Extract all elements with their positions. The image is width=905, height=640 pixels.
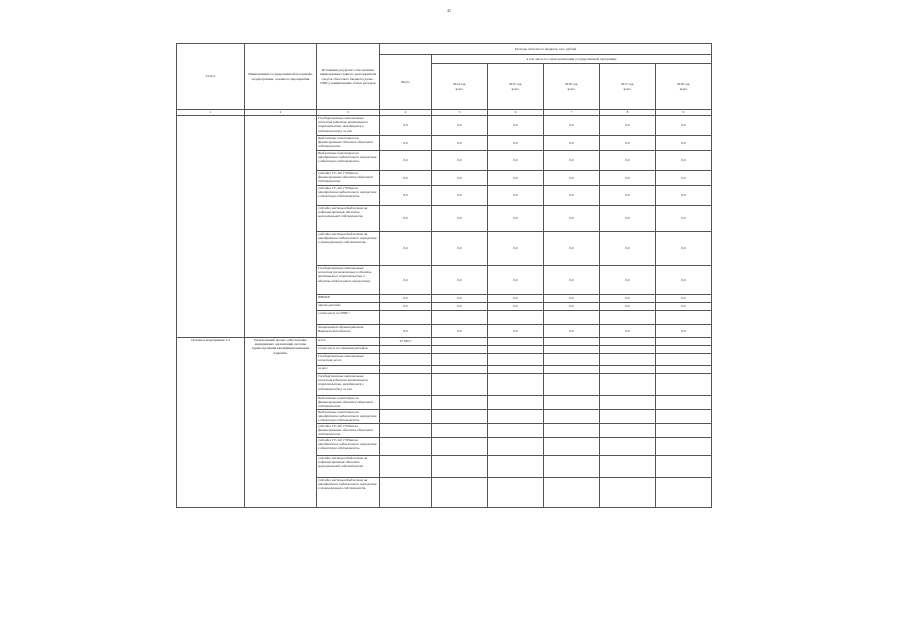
header-expenses: Расходы областного бюджета, тыс. рублей	[380, 44, 712, 55]
value-cell: 0,0	[488, 116, 544, 136]
value-cell: 0,0	[432, 303, 488, 311]
value-cell: 0,0	[656, 232, 712, 266]
header-name: Наименование государственной программы, подпрограммы, основного мероприятия	[245, 44, 317, 110]
source-label: субсидии местным бюджетам на приобретение недвижимого имущества в муниципальную собственность	[317, 478, 380, 508]
empty-value-cell	[432, 366, 488, 374]
total-cell	[380, 396, 432, 410]
value-cell: 0,0	[544, 136, 600, 151]
empty-value-cell	[488, 438, 544, 456]
empty-value-cell	[656, 410, 712, 424]
value-cell: 0,0	[432, 266, 488, 295]
empty-value-cell	[544, 410, 600, 424]
value-cell: 0,0	[656, 171, 712, 186]
table-row	[177, 338, 712, 346]
source-label: всего	[317, 338, 380, 346]
value-cell	[656, 311, 712, 325]
value-cell: 0,0	[600, 171, 656, 186]
value-cell: 0,0	[432, 171, 488, 186]
column-index: 1	[177, 110, 245, 116]
source-label: субсидии ГУ, АУ, ГУПам на финансирование объектов областной собственности	[317, 171, 380, 186]
value-cell	[488, 311, 544, 325]
value-cell: 0,0	[544, 266, 600, 295]
value-cell: 0,0	[488, 206, 544, 232]
total-cell	[380, 478, 432, 508]
empty-value-cell	[656, 424, 712, 438]
source-label: Государственные капитальные вложения (не включенные в объекты капитального строительства и объекты недвижимого имущества)	[317, 266, 380, 295]
value-cell: 0,0	[656, 136, 712, 151]
source-label: прочие расходы	[317, 303, 380, 311]
value-cell: 0,0	[656, 186, 712, 206]
empty-value-cell	[544, 456, 600, 478]
header-year-0	[432, 64, 488, 110]
year-label: 2016 год,	[564, 82, 579, 87]
source-label: субсидии ГУ, АУ, ГУПам на приобретение недвижимого имущества в областную собственность	[317, 186, 380, 206]
value-cell	[544, 311, 600, 325]
empty-value-cell	[544, 424, 600, 438]
header-status: Статус	[177, 44, 245, 110]
budget-table-sheet	[176, 43, 711, 600]
empty-value-cell	[432, 478, 488, 508]
header-year-1	[488, 64, 544, 110]
empty-value-cell	[656, 438, 712, 456]
empty-value-cell	[488, 366, 544, 374]
empty-value-cell	[600, 410, 656, 424]
year-kind: всего	[455, 86, 464, 91]
source-label: Бюджетные инвестиции на приобретение недвижимого имущества в областную собственность	[317, 410, 380, 424]
source-label: Государственные капитальные вложения, всего	[317, 354, 380, 366]
source-label: Бюджетные инвестиции на приобретение недвижимого имущества в областную собственность	[317, 151, 380, 171]
value-cell: 0,0	[656, 206, 712, 232]
source-label: Бюджетные инвестиции на финансирование объектов областной собственности	[317, 396, 380, 410]
empty-value-cell	[600, 354, 656, 366]
value-cell: 0,0	[488, 151, 544, 171]
header-year-2	[544, 64, 600, 110]
total-cell: 25 590,7	[380, 338, 432, 346]
value-cell: 0,0	[600, 206, 656, 232]
empty-value-cell	[656, 478, 712, 508]
total-cell	[380, 438, 432, 456]
total-cell	[380, 346, 432, 354]
empty-value-cell	[488, 374, 544, 396]
value-cell: 0,0	[380, 325, 432, 338]
empty-value-cell	[656, 366, 712, 374]
budget-table	[176, 43, 712, 508]
value-cell: 0,0	[380, 206, 432, 232]
column-index: 7	[544, 110, 600, 116]
empty-value-cell	[488, 456, 544, 478]
empty-value-cell	[488, 478, 544, 508]
value-cell: 0,0	[488, 171, 544, 186]
source-label: в том числе по статьям расходов:	[317, 346, 380, 354]
empty-value-cell	[432, 410, 488, 424]
value-cell: 0,0	[380, 303, 432, 311]
value-cell: 0,0	[544, 232, 600, 266]
value-cell: 0,0	[544, 295, 600, 303]
value-cell: 0,0	[432, 136, 488, 151]
year-label: 2014 год,	[452, 82, 467, 87]
empty-value-cell	[432, 438, 488, 456]
source-label: в том числе по ГРБС:	[317, 311, 380, 325]
value-cell: 0,0	[544, 325, 600, 338]
empty-value-cell	[488, 338, 544, 346]
value-cell: 0,0	[432, 206, 488, 232]
column-index: 8	[600, 110, 656, 116]
value-cell: 0,0	[488, 295, 544, 303]
year-label: 2015 год,	[508, 82, 523, 87]
value-cell: 0,0	[380, 136, 432, 151]
value-cell	[600, 311, 656, 325]
year-kind: всего	[623, 86, 632, 91]
header-year-4	[656, 64, 712, 110]
column-index: 4	[380, 110, 432, 116]
event-status: Основное мероприятие 3.3	[177, 338, 245, 508]
source-label: Государственные капитальные вложения (объекты капитального строительства, находящиеся в собственности), из них	[317, 116, 380, 136]
source-label: из них:	[317, 366, 380, 374]
page-number: 41	[447, 8, 451, 13]
source-label: субсидии местным бюджетам на приобретение недвижимого имущества в муниципальную собственность	[317, 232, 380, 266]
value-cell: 0,0	[600, 116, 656, 136]
value-cell: 0,0	[488, 325, 544, 338]
empty-value-cell	[432, 396, 488, 410]
value-cell	[380, 311, 432, 325]
value-cell: 0,0	[656, 295, 712, 303]
empty-value-cell	[544, 366, 600, 374]
empty-value-cell	[432, 424, 488, 438]
empty-value-cell	[600, 456, 656, 478]
value-cell: 0,0	[380, 266, 432, 295]
header-year-3	[600, 64, 656, 110]
value-cell: 0,0	[432, 325, 488, 338]
value-cell: 0,0	[380, 151, 432, 171]
value-cell: 0,0	[380, 171, 432, 186]
empty-value-cell	[544, 346, 600, 354]
value-cell: 0,0	[432, 151, 488, 171]
event-name: Региональный проект «Обеспечение медицинских организаций системы здравоохранения квалифицированными кадрами»	[245, 338, 317, 508]
empty-value-cell	[544, 478, 600, 508]
total-cell	[380, 424, 432, 438]
empty-value-cell	[544, 354, 600, 366]
total-cell	[380, 456, 432, 478]
empty-value-cell	[488, 424, 544, 438]
empty-value-cell	[432, 354, 488, 366]
source-label: субсидии местным бюджетам на софинансирование объектов муниципальной собственности	[317, 206, 380, 232]
value-cell: 0,0	[432, 186, 488, 206]
value-cell: 0,0	[380, 232, 432, 266]
total-cell	[380, 354, 432, 366]
empty-value-cell	[600, 424, 656, 438]
value-cell: 0,0	[656, 266, 712, 295]
section-a-body	[177, 116, 712, 338]
value-cell: 0,0	[432, 295, 488, 303]
empty-value-cell	[656, 374, 712, 396]
value-cell: 0,0	[600, 151, 656, 171]
year-kind: всего	[511, 86, 520, 91]
empty-value-cell	[488, 346, 544, 354]
empty-value-cell	[488, 354, 544, 366]
year-label: 2017 год,	[620, 82, 635, 87]
empty-value-cell	[600, 438, 656, 456]
source-label: Бюджетные инвестиции на финансирование объектов областной собственности	[317, 136, 380, 151]
empty-merged-cell	[245, 116, 317, 338]
value-cell: 0,0	[380, 186, 432, 206]
value-cell: 0,0	[600, 295, 656, 303]
year-label: 2018 год,	[676, 82, 691, 87]
empty-value-cell	[600, 396, 656, 410]
value-cell: 0,0	[488, 186, 544, 206]
value-cell: 0,0	[488, 266, 544, 295]
value-cell: 0,0	[600, 232, 656, 266]
column-index: 3	[317, 110, 380, 116]
value-cell: 0,0	[380, 295, 432, 303]
empty-value-cell	[432, 346, 488, 354]
empty-value-cell	[600, 478, 656, 508]
event-3-3-body	[177, 338, 712, 508]
empty-value-cell	[656, 346, 712, 354]
empty-value-cell	[600, 346, 656, 354]
total-cell	[380, 374, 432, 396]
value-cell	[432, 311, 488, 325]
empty-value-cell	[600, 374, 656, 396]
empty-value-cell	[656, 338, 712, 346]
total-cell	[380, 366, 432, 374]
empty-value-cell	[600, 338, 656, 346]
year-kind: всего	[567, 86, 576, 91]
empty-value-cell	[432, 338, 488, 346]
source-label: НИОКР	[317, 295, 380, 303]
empty-value-cell	[544, 338, 600, 346]
value-cell: 0,0	[544, 171, 600, 186]
value-cell: 0,0	[656, 325, 712, 338]
value-cell: 0,0	[488, 136, 544, 151]
value-cell: 0,0	[600, 303, 656, 311]
total-cell	[380, 410, 432, 424]
empty-value-cell	[432, 374, 488, 396]
value-cell: 0,0	[432, 116, 488, 136]
empty-value-cell	[600, 366, 656, 374]
source-label: субсидии ГУ, АУ, ГУПам на финансирование объектов областной собственности	[317, 424, 380, 438]
value-cell: 0,0	[544, 186, 600, 206]
empty-value-cell	[488, 410, 544, 424]
source-label: департамент здравоохранения Воронежской области	[317, 325, 380, 338]
value-cell: 0,0	[600, 325, 656, 338]
header-total: Всего	[380, 55, 432, 110]
value-cell: 0,0	[544, 116, 600, 136]
empty-value-cell	[488, 396, 544, 410]
value-cell: 0,0	[488, 232, 544, 266]
empty-value-cell	[544, 438, 600, 456]
value-cell: 0,0	[600, 186, 656, 206]
column-index: 9	[656, 110, 712, 116]
column-index: 2	[245, 110, 317, 116]
value-cell: 0,0	[656, 116, 712, 136]
value-cell: 0,0	[656, 303, 712, 311]
empty-value-cell	[656, 396, 712, 410]
value-cell: 0,0	[488, 303, 544, 311]
empty-value-cell	[432, 456, 488, 478]
value-cell: 0,0	[432, 232, 488, 266]
value-cell: 0,0	[656, 151, 712, 171]
header-by-years: в том числе по годам реализации государственной программы	[432, 55, 712, 64]
column-index: 6	[488, 110, 544, 116]
value-cell: 0,0	[544, 206, 600, 232]
value-cell: 0,0	[600, 136, 656, 151]
source-label: Государственные капитальные вложения (объекты капитального строительства, находящиеся в собственности), из них	[317, 374, 380, 396]
value-cell: 0,0	[544, 151, 600, 171]
empty-value-cell	[544, 374, 600, 396]
column-index: 5	[432, 110, 488, 116]
empty-value-cell	[656, 354, 712, 366]
value-cell: 0,0	[600, 266, 656, 295]
header-source: Источники ресурсного обеспечения, наименование главного распорядителя средств областного бюджета (далее - ГРБС), наименование статьи расходов	[317, 44, 380, 110]
source-label: субсидии местным бюджетам на софинансирование объектов муниципальной собственности	[317, 456, 380, 478]
source-label: субсидии ГУ, АУ, ГУПам на приобретение недвижимого имущества в областную собственность	[317, 438, 380, 456]
empty-merged-cell	[177, 116, 245, 338]
value-cell: 0,0	[544, 303, 600, 311]
table-row	[177, 116, 712, 136]
year-kind: всего	[679, 86, 688, 91]
value-cell: 0,0	[380, 116, 432, 136]
empty-value-cell	[656, 456, 712, 478]
empty-value-cell	[544, 396, 600, 410]
